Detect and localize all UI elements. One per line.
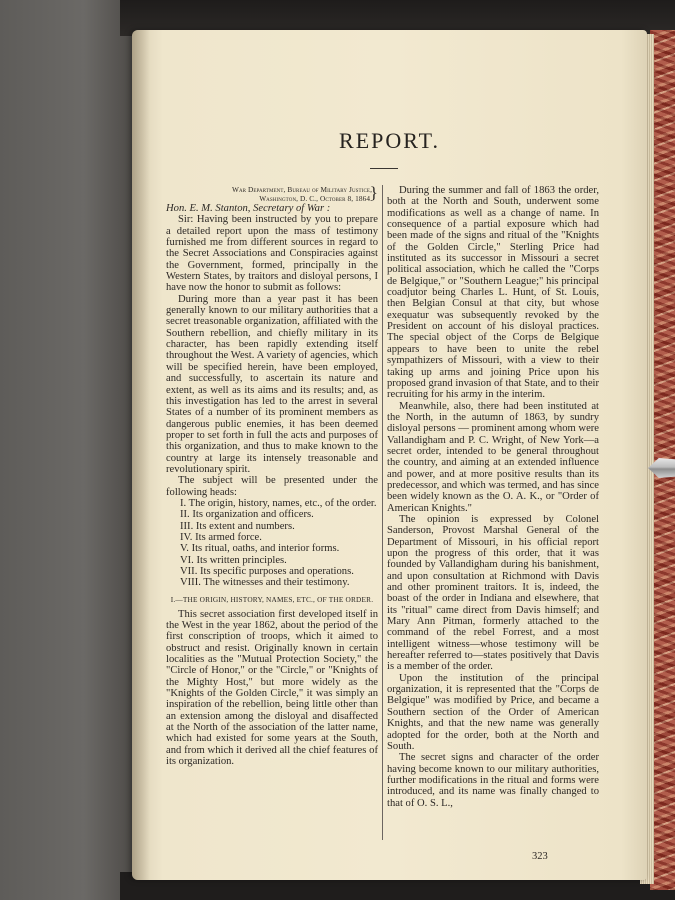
heads-item: IV. Its armed force. [180, 531, 262, 543]
dateline-line-2: Washington, D. C., October 8, 1864. [259, 194, 372, 203]
heads-item: III. Its extent and numbers. [180, 520, 295, 532]
left-column [166, 185, 378, 768]
paragraph: During the summer and fall of 1863 the order, both at the North and South, underwent some modifications as well as a change of name. In consequence of a partial exposure which had been made of the signs and ritual of the "Knights of the Golden Circle," Sterling Price had instituted as its successor in Missouri a secret political association, which he called the "Corps de Belgique," or "Southern League;" his principal coadjutor being Charles L. Hunt, of St. Louis, then Belgian Consul at that city, but whose exequatur was subsequently revoked by the President on account of his disloyal practices. The special object of the Corps de Belgique appears to have been to unite the rebel sympathizers of Missouri, with a view to their taking up arms and joining Price upon his proposed grand invasion of that State, and to their recruiting for his army in the interim. [387, 185, 599, 401]
title-rule [370, 168, 398, 169]
heads-item: VI. Its written principles. [180, 554, 287, 566]
salutation: Hon. E. M. Stanton, Secretary of War : [166, 203, 331, 214]
dateline-line-1: War Department, Bureau of Military Justice, [231, 185, 372, 194]
heads-list [166, 498, 378, 589]
heads-item: II. Its organization and officers. [180, 509, 314, 521]
paragraph: During more than a year past it has been generally known to our military authorities that a secret treasonable organization, affiliated with the Southern rebellion, and chiefly military in its character, has been rapidly extending itself throughout the West. A variety of agencies, which will be specified herein, have been employed, and successfully, to ascertain its nature and extent, as well as its aims and its results; and, as this investigation has led to the arrest in several States of a number of its prominent members as dangerous public enemies, it has been deemed proper to set forth in full the acts and purposes of this organization, and thus to make known to the country at large its intensely treasonable and revolutionary spirit. [166, 293, 378, 475]
book-page [132, 30, 647, 880]
heads-item: V. Its ritual, oaths, and interior forms. [180, 543, 340, 555]
spine-shadow [132, 30, 150, 880]
page-title: REPORT. [339, 128, 440, 153]
paragraph: Meanwhile, also, there had been instituted at the North, in the autumn of 1863, by sundry disloyal persons — prominent among whom were Vallandigham and P. C. Wright, of New York—a secret order, intended to be general throughout the country, and aiming at an extended influence and power, and at more positive results than its predecessor, and which was termed, and has since been widely known as the O. A. K., or "Order of American Knights." [387, 400, 599, 514]
right-column [387, 185, 599, 809]
section-heading: I.—THE ORIGIN, HISTORY, NAMES, ETC., OF THE ORDER. [170, 594, 374, 604]
paragraph: The opinion is expressed by Colonel Sanderson, Provost Marshal General of the Department of Missouri, in his official report upon the progress of this order, that it was founded by Vallandigham during his banishment, and upon consultation at Richmond with Davis and other prominent traitors. It is, indeed, the boast of the order in Indiana and elsewhere, that its "ritual" came direct from Davis himself; and Mary Ann Pitman, formerly attached to the command of the rebel Forrest, and a most intelligent witness—whose testimony will be hereafter referred to—states positively that Davis is a member of the order. [387, 513, 599, 673]
heads-item: VII. Its specific purposes and operations. [180, 566, 354, 577]
heads-item: I. The origin, history, names, etc., of the order. [180, 497, 377, 509]
page-number: 323 [532, 851, 548, 862]
dateline [166, 185, 378, 203]
heads-item: VIII. The witnesses and their testimony. [180, 577, 350, 589]
paragraph: The secret signs and character of the order having become known to our military authorities, further modifications in the ritual and forms were introduced, and its name was finally changed to that of O. S. L., [387, 752, 599, 809]
paragraph: This secret association first developed itself in the West in the year 1862, about the period of the first conscription of troops, which it aimed to obstruct and resist. Originally known in certain localities as the "Mutual Protection Society," the "Circle of Honor," or the "Circle," or "Knights of the Mighty Host," but more widely as the "Knights of the Golden Circle," it was simply an inspiration of the rebellion, being little other than an extension among the disloyal and disaffected at the North of the association of the latter name, which had existed for some years at the South, and from which it derived all the chief features of its organization. [166, 608, 378, 768]
column-divider [382, 185, 383, 840]
paragraph: Upon the institution of the principal organization, it is represented that the "Corps de Belgique" was modified by Price, and became a Southern section of the Order of American Knights, and that the new name was generally adopted for the order, both at the North and South. [387, 672, 599, 752]
brace-glyph: } [369, 183, 378, 202]
paragraph: Sir: Having been instructed by you to prepare a detailed report upon the mass of testimony furnished me from different sources in regard to the Secret Associations and Conspiracies against the Government, formed, principally in the Western States, by traitors and disloyal persons, I have now the honor to submit as follows: [166, 214, 378, 294]
paragraph: The subject will be presented under the following heads: [166, 475, 378, 498]
background-left [0, 0, 140, 900]
